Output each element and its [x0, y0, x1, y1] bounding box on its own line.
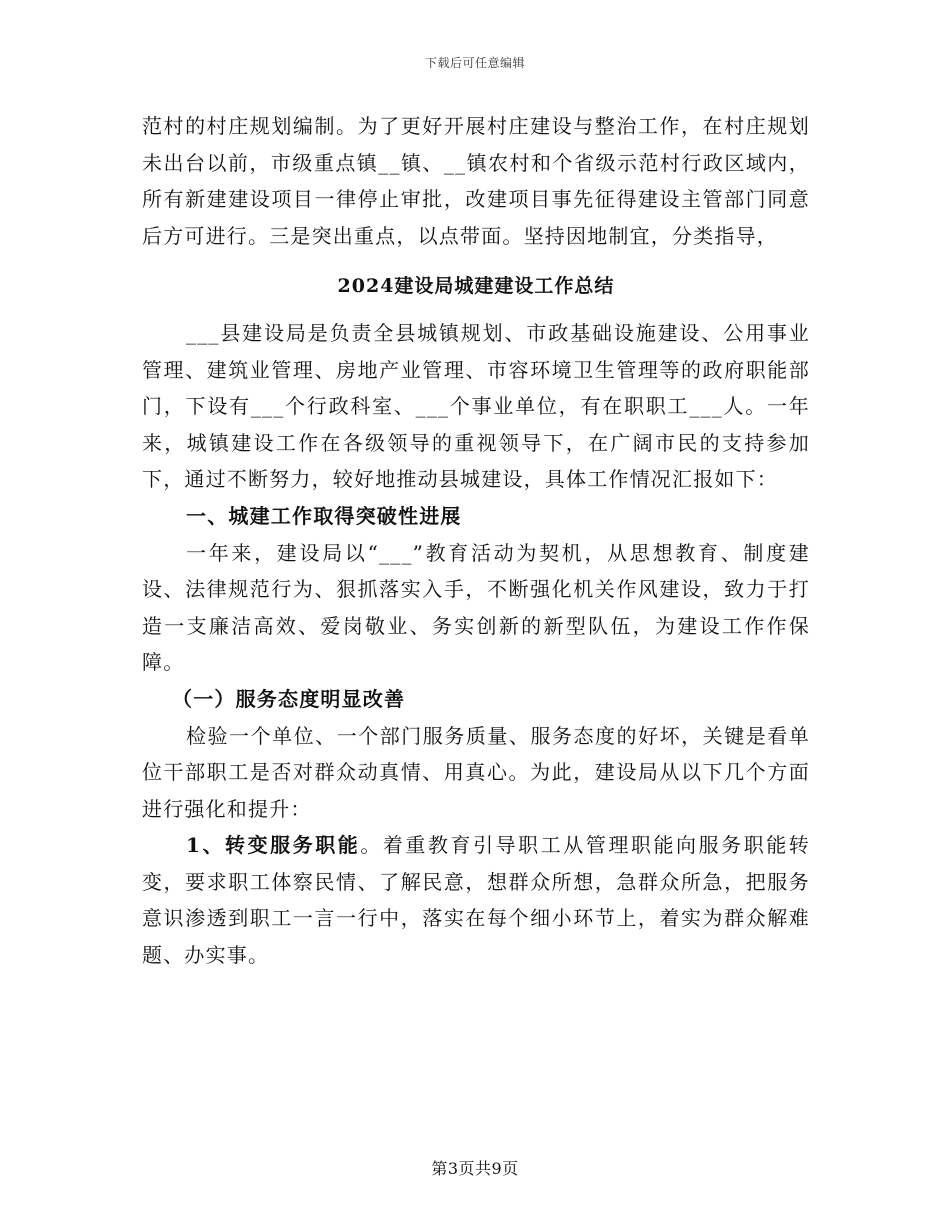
subsection-heading: （一）服务态度明显改善	[172, 686, 406, 711]
document-title: 2024建设局城建建设工作总结	[337, 275, 615, 298]
item-paragraph	[142, 827, 810, 973]
header-note: 下载后可任意编辑	[424, 56, 525, 70]
page-number-footer: 第3页共9页	[431, 1159, 519, 1178]
intro-paragraph: ___县建设局是负责全县城镇规划、市政基础设施建设、公用事业管理、建筑业管理、房地产业管理、市容环境卫生管理等的政府职能部门，下设有___个行政科室、___个事业单位，有在职职工___人。一年来，城镇建设工作在各级领导的重视领导下，在广阔市民的支持参加下，通过不断努力，较好地推动县城建设，具体工作情况汇报如下：	[142, 320, 810, 492]
section-heading: 一、城建工作取得突破性进展	[186, 503, 462, 528]
item-lead: 1、转变服务职能	[186, 833, 361, 858]
section-paragraph: 一年来，建设局以“___”教育活动为契机，从思想教育、制度建设、法律规范行为、狠抓落实入手，不断强化机关作风建设，致力于打造一支廉洁高效、爱岗敬业、务实创新的新型队伍，为建设工作作保障。	[142, 540, 810, 675]
subsection-paragraph: 检验一个单位、一个部门服务质量、服务态度的好坏，关键是看单位干部职工是否对群众动真情、用真心。为此，建设局从以下几个方面进行强化和提升：	[142, 723, 810, 821]
continuation-paragraph: 范村的村庄规划编制。为了更好开展村庄建设与整治工作，在村庄规划未出台以前，市级重点镇__镇、__镇农村和个省级示范村行政区域内，所有新建建设项目一律停止审批，改建项目事先征得建设主管部门同意后方可进行。三是突出重点，以点带面。坚持因地制宜，分类指导，	[142, 114, 810, 248]
document-body	[142, 108, 810, 974]
item-text: 。着重教育引导职工从管理职能向服务职能转变，要求职工体察民情、了解民意，想群众所想，急群众所急，把服务意识渗透到职工一言一行中，落实在每个细小环节上，着实为群众解难题、办实事。	[142, 833, 810, 968]
